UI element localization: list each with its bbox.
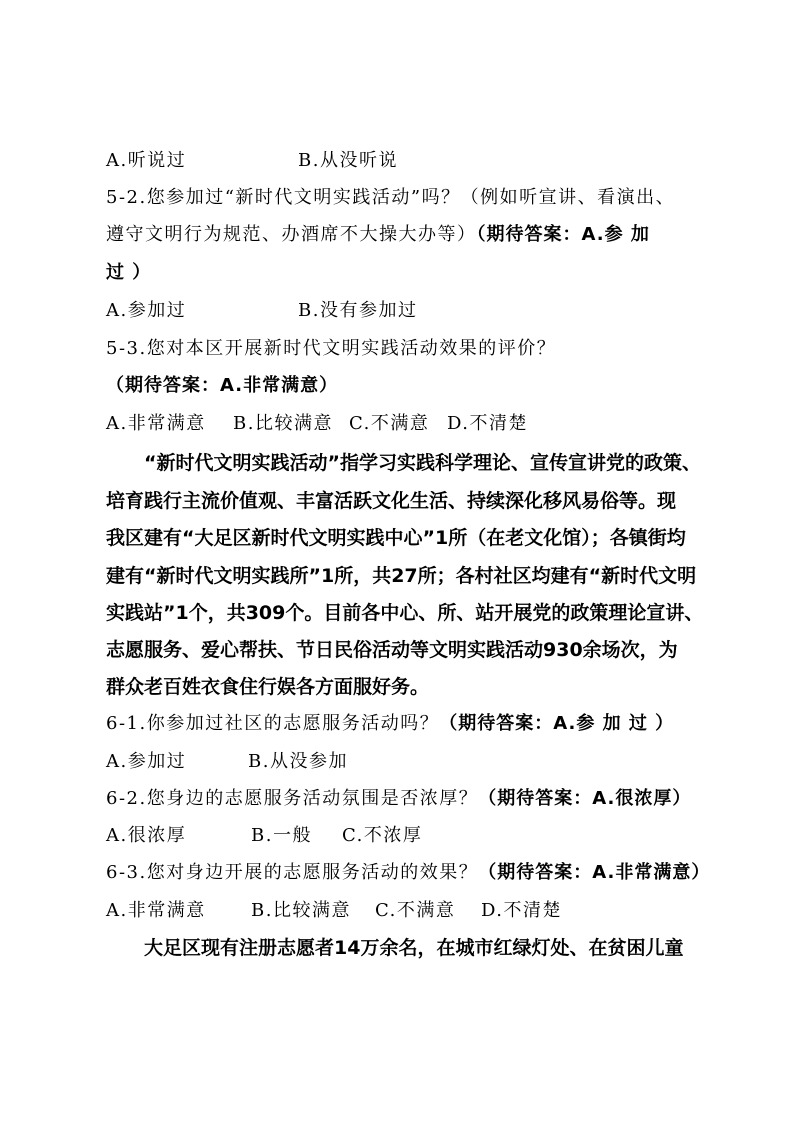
q5-3-option-c: C.不满意 <box>349 413 430 434</box>
q6-3-option-c: C.不满意 <box>375 900 456 921</box>
q5-1-option-a: A.听说过 <box>106 150 187 171</box>
para1-line2: 培育践行主流价值观、丰富活跃文化生活、持续深化移风易俗等。现 <box>106 490 677 512</box>
q5-2-question-text: 遵守文明行为规范、办酒席不大操大办等） <box>106 224 477 245</box>
q5-2-question-line2 <box>106 220 650 250</box>
q6-2-option-a: A.很浓厚 <box>106 825 187 846</box>
q6-1-question-line <box>106 709 674 739</box>
q6-3-option-b: B.比较满意 <box>251 900 351 921</box>
q6-2-option-c: C.不浓厚 <box>342 825 423 846</box>
q6-1-options <box>106 747 348 777</box>
para1-line3: 我区建有“大足区新时代文明实践中心”1所（在老文化馆）；各镇街均 <box>106 527 686 549</box>
q5-3-question: 5-3.您对本区开展新时代文明实践活动效果的评价？ <box>106 338 557 359</box>
q5-2-options <box>106 296 417 326</box>
q5-2-question-line1: 5-2.您参加过“新时代文明实践活动”吗？（例如听宣讲、看演出、 <box>106 187 676 208</box>
q5-2-option-a: A.参加过 <box>106 300 187 321</box>
q5-3-expected-answer: （期待答案：A.非常满意） <box>106 375 339 396</box>
q5-3-option-d: D.不清楚 <box>447 413 529 434</box>
q6-3-question-line <box>106 858 710 888</box>
q6-3-question: 6-3.您对身边开展的志愿服务活动的效果？ <box>106 862 479 883</box>
para1-line5: 实践站”1个，共309个。目前各中心、所、站开展党的政策理论宣讲、 <box>106 602 704 624</box>
q6-1-option-b: B.从没参加 <box>248 751 348 772</box>
q6-2-option-b: B.一般 <box>251 825 312 846</box>
para1-line1: “新时代文明实践活动”指学习实践科学理论、宣传宣讲党的政策、 <box>144 452 701 474</box>
q6-2-options <box>106 821 422 851</box>
q5-2-expected-answer: （期待答案：A.参 加 <box>476 224 650 245</box>
q6-3-option-a: A.非常满意 <box>106 900 206 921</box>
q6-1-expected-answer: （期待答案：A.参 加 过 ） <box>439 713 675 734</box>
q5-3-option-b: B.比较满意 <box>233 413 333 434</box>
para1-line6: 志愿服务、爱心帮扶、节日民俗活动等文明实践活动930余场次，为 <box>106 639 678 661</box>
q5-2-option-b: B.没有参加过 <box>298 300 418 321</box>
q6-1-option-a: A.参加过 <box>106 751 187 772</box>
q6-1-question: 6-1.你参加过社区的志愿服务活动吗？ <box>106 713 440 734</box>
q6-2-question-line <box>106 784 691 814</box>
q6-2-expected-answer: （期待答案：A.很浓厚） <box>478 788 692 809</box>
q5-3-options <box>106 409 528 439</box>
q6-3-expected-answer: （期待答案：A.非常满意） <box>478 862 711 883</box>
q5-1-options <box>106 146 398 176</box>
q5-2-expected-answer-cont: 过 ） <box>106 262 152 283</box>
q5-3-option-a: A.非常满意 <box>106 413 206 434</box>
q6-2-question: 6-2.您身边的志愿服务活动氛围是否浓厚？ <box>106 788 479 809</box>
para1-line4: 建有“新时代文明实践所”1所，共27所；各村社区均建有“新时代文明 <box>106 565 697 587</box>
para2-line1: 大足区现有注册志愿者14万余名，在城市红绿灯处、在贫困儿童 <box>144 937 684 959</box>
para1-line7: 群众老百姓衣食住行娱各方面服好务。 <box>106 676 430 698</box>
q5-1-option-b: B.从没听说 <box>298 150 398 171</box>
q6-3-option-d: D.不清楚 <box>481 900 563 921</box>
q6-3-options <box>106 896 562 926</box>
